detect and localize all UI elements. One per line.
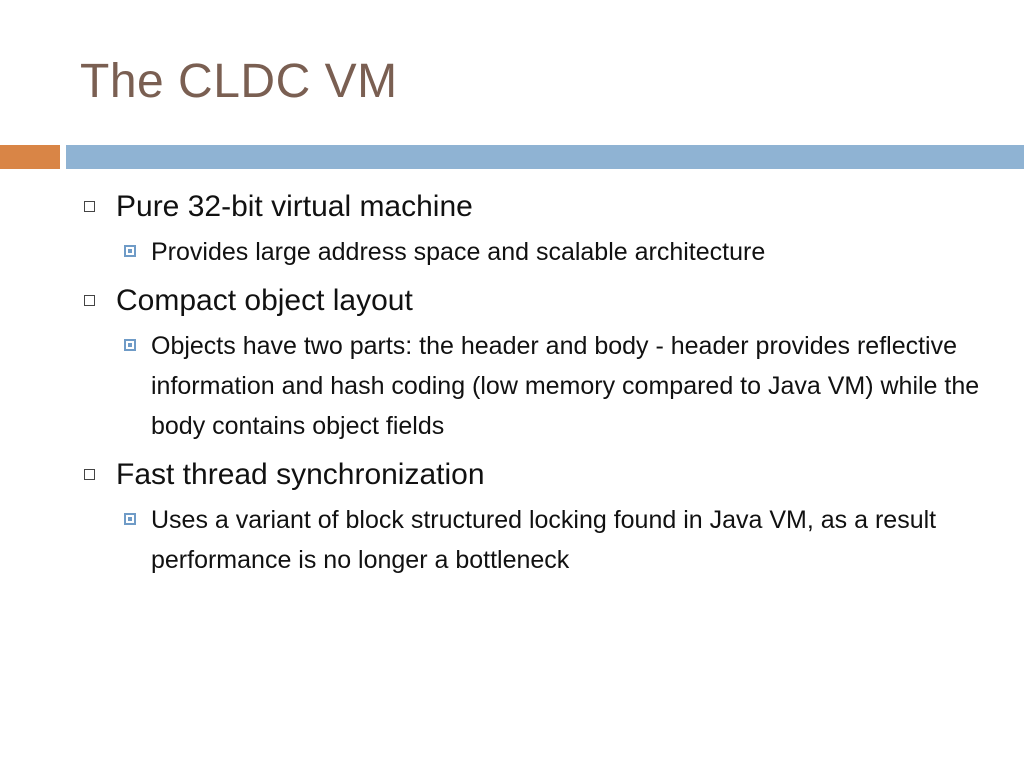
sub-bullet-item — [120, 326, 1000, 446]
bullet-text: Pure 32-bit virtual machine — [116, 190, 473, 223]
sub-bullet-item — [120, 500, 1000, 580]
bullet-text: Fast thread synchronization — [116, 458, 485, 491]
blue-square-bullet-icon — [124, 513, 136, 525]
sub-bullet-text: Provides large address space and scalable architecture — [151, 238, 766, 266]
hollow-square-icon — [84, 201, 95, 212]
sub-bullet-text: Uses a variant of block structured locking found in Java VM, as a result performance is no longer a bottleneck — [151, 506, 937, 574]
sub-bullet-item — [120, 232, 1000, 272]
sub-bullet-text: Objects have two parts: the header and body - header provides reflective information and hash coding (low memory compared to Java VM) while the body contains object fields — [151, 332, 980, 440]
blue-square-bullet-icon — [124, 339, 136, 351]
bullet-text: Compact object layout — [116, 284, 413, 317]
hollow-square-icon — [84, 469, 95, 480]
hollow-square-icon — [84, 295, 95, 306]
bullet-item — [80, 280, 1000, 322]
slide-title: The CLDC VM — [80, 55, 398, 108]
accent-bar — [0, 145, 60, 169]
blue-square-bullet-icon — [124, 245, 136, 257]
bullet-item — [80, 454, 1000, 496]
title-rule-bar — [66, 145, 1024, 169]
bullet-item — [80, 186, 1000, 228]
bullet-list — [80, 186, 1000, 588]
